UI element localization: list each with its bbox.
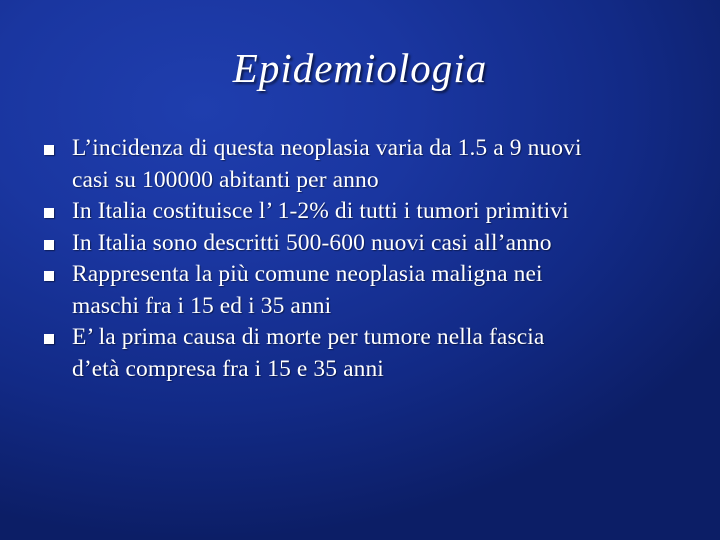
- square-bullet-icon: [44, 208, 54, 218]
- bullet-item-percentage: [44, 196, 694, 228]
- square-bullet-icon: [44, 271, 54, 281]
- bullet-text-line: maschi fra i 15 ed i 35 anni: [72, 292, 332, 319]
- bullet-item-death-cause: [44, 322, 694, 385]
- bullet-item-most-common: [44, 259, 694, 322]
- bullet-text-line: casi su 100000 abitanti per anno: [72, 166, 379, 193]
- square-bullet-icon: [44, 334, 54, 344]
- bullet-text-line: In Italia costituisce l’ 1-2% di tutti i tumori primitivi: [72, 198, 569, 224]
- bullet-item-new-cases: [44, 228, 694, 260]
- slide-title: Epidemiologia: [232, 45, 488, 91]
- square-bullet-icon: [44, 145, 54, 155]
- bullet-item-incidence: [44, 133, 694, 196]
- square-bullet-icon: [44, 240, 54, 250]
- bullet-text-line: E’ la prima causa di morte per tumore nella fascia: [72, 324, 545, 350]
- bullet-text-line: L’incidenza di questa neoplasia varia da 1.5 a 9 nuovi: [72, 135, 582, 161]
- bullet-text-line: In Italia sono descritti 500-600 nuovi casi all’anno: [72, 229, 552, 256]
- bullet-text-line: Rappresenta la più comune neoplasia maligna nei: [72, 261, 543, 287]
- bullet-list: [44, 133, 694, 385]
- bullet-text-line: d’età compresa fra i 15 e 35 anni: [72, 355, 384, 382]
